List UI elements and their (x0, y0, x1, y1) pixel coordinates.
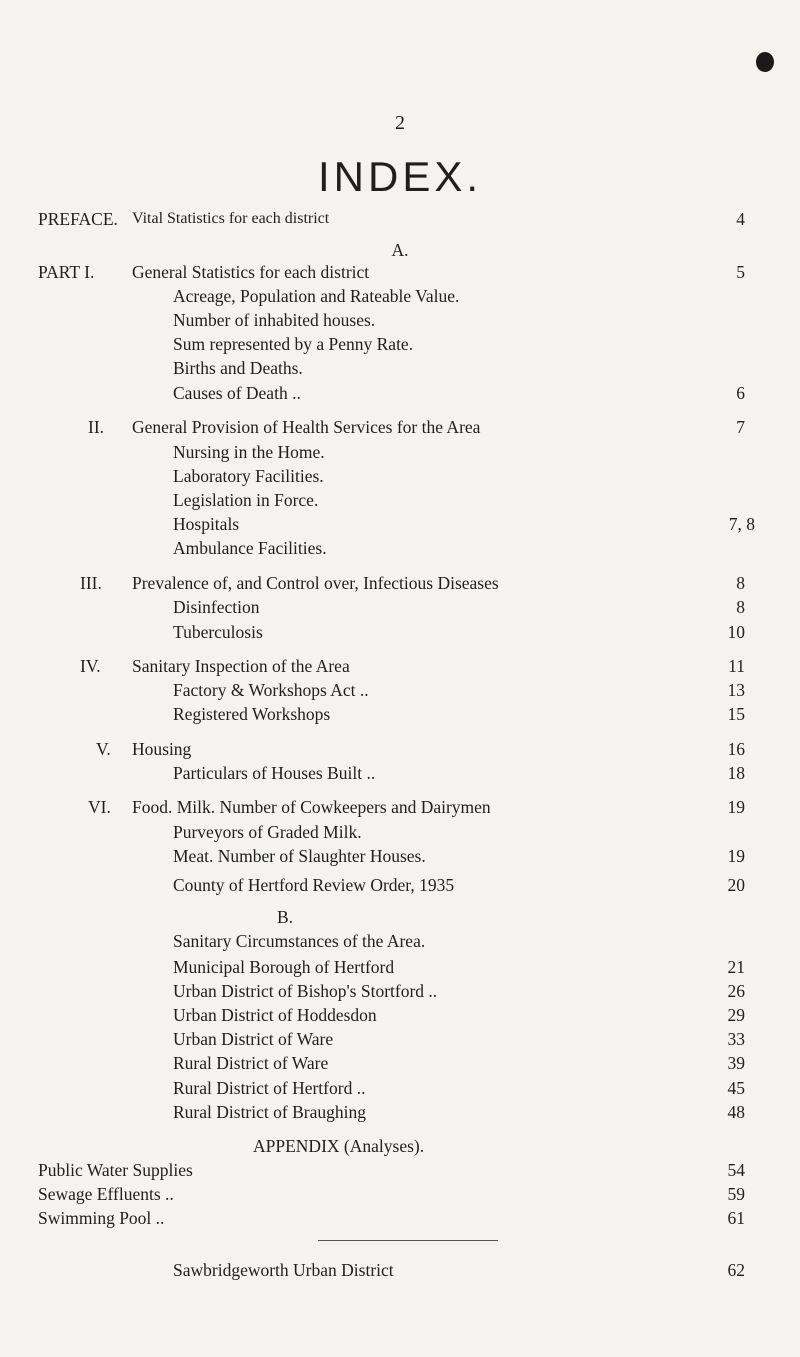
entry-page: 15 (727, 704, 745, 724)
index-entry (0, 487, 800, 513)
index-entry (0, 978, 800, 1004)
entry-text: Particulars of Houses Built .. (173, 763, 376, 783)
index-entry (0, 1002, 800, 1028)
entry-text: Municipal Borough of Hertford (173, 957, 395, 977)
entry-text: Sum represented by a Penny Rate. (173, 334, 414, 354)
index-entry-preface (0, 206, 800, 232)
index-entry (0, 331, 800, 357)
index-entry (0, 463, 800, 489)
entry-text: Registered Workshops (173, 704, 331, 724)
part-label: PART I. (38, 262, 95, 282)
entry-page: 20 (727, 875, 745, 895)
index-entry (0, 511, 800, 537)
entry-page: 26 (727, 981, 745, 1001)
index-entry (0, 760, 800, 786)
part-label: IV. (80, 656, 101, 676)
index-entry (0, 307, 800, 333)
index-entry (0, 701, 800, 727)
entry-page: 39 (727, 1053, 745, 1073)
punch-hole-mark (756, 52, 774, 72)
index-entry (0, 872, 800, 898)
entry-page: 7 (736, 417, 745, 437)
entry-text: Sanitary Inspection of the Area (132, 656, 350, 676)
entry-text: Acreage, Population and Rateable Value. (173, 286, 460, 306)
entry-page: 10 (727, 622, 745, 642)
part-label: VI. (88, 797, 111, 817)
index-entry (0, 439, 800, 465)
section-b-title: Sanitary Circumstances of the Area. (173, 931, 426, 951)
entry-page: 45 (727, 1078, 745, 1098)
index-entry (0, 1099, 800, 1125)
part-label: III. (80, 573, 102, 593)
index-entry (0, 259, 800, 285)
preface-label: PREFACE. (38, 209, 118, 229)
entry-text: Urban District of Ware (173, 1029, 334, 1049)
appendix-heading: APPENDIX (Analyses). (253, 1136, 425, 1156)
entry-text: Purveyors of Graded Milk. (173, 822, 362, 842)
index-entry (0, 1050, 800, 1076)
index-entry (0, 677, 800, 703)
index-entry (0, 653, 800, 679)
entry-text: Prevalence of, and Control over, Infectious Diseases (132, 573, 499, 593)
entry-text: Meat. Number of Slaughter Houses. (173, 846, 426, 866)
entry-page: 8 (736, 573, 745, 593)
appendix-heading-row (0, 1133, 800, 1159)
index-entry (0, 1026, 800, 1052)
index-entry (0, 794, 800, 820)
entry-page: 62 (727, 1260, 745, 1280)
entry-page: 21 (727, 957, 745, 977)
entry-text: Sewage Effluents .. (38, 1184, 174, 1204)
index-entry (0, 1075, 800, 1101)
section-b-heading: B. (276, 907, 294, 927)
entry-text: Nursing in the Home. (173, 442, 325, 462)
entry-text: Number of inhabited houses. (173, 310, 376, 330)
entry-text: Swimming Pool .. (38, 1208, 165, 1228)
index-entry (0, 283, 800, 309)
entry-text: County of Hertford Review Order, 1935 (173, 875, 455, 895)
entry-text: Food. Milk. Number of Cowkeepers and Dairymen (132, 797, 491, 817)
part-label: II. (88, 417, 105, 437)
entry-text: Rural District of Hertford .. (173, 1078, 366, 1098)
entry-page: 8 (736, 597, 745, 617)
entry-text: Rural District of Ware (173, 1053, 329, 1073)
page-number: 2 (395, 112, 405, 134)
entry-page: 29 (727, 1005, 745, 1025)
entry-page: 54 (727, 1160, 745, 1180)
page-title: INDEX. (317, 153, 483, 200)
section-a-heading: A. (391, 240, 409, 260)
index-entry (0, 570, 800, 596)
section-b-subheading (0, 928, 800, 954)
entry-page: 5 (736, 262, 745, 282)
index-entry (0, 414, 800, 440)
entry-text: Factory & Workshops Act .. (173, 680, 369, 700)
entry-text: Tuberculosis (173, 622, 263, 642)
index-entry (0, 1181, 800, 1207)
entry-page: 7, 8 (728, 514, 755, 534)
entry-text: Causes of Death .. (173, 383, 301, 403)
entry-text: Disinfection (173, 597, 260, 617)
entry-text: Public Water Supplies (38, 1160, 193, 1180)
index-entry (0, 1205, 800, 1231)
index-entry (0, 355, 800, 381)
entry-text: Urban District of Bishop's Stortford .. (173, 981, 438, 1001)
entry-text: Vital Statistics for each district (132, 210, 330, 227)
index-entry (0, 736, 800, 762)
entry-page: 6 (736, 383, 745, 403)
index-entry (0, 1157, 800, 1183)
entry-text: Legislation in Force. (173, 490, 319, 510)
entry-text: Rural District of Braughing (173, 1102, 366, 1122)
entry-text: Hospitals (173, 514, 240, 534)
entry-text: General Provision of Health Services for the Area (132, 417, 481, 437)
index-entry-last (0, 1257, 800, 1283)
entry-text: Housing (132, 739, 192, 759)
index-entry (0, 535, 800, 561)
divider-rule (318, 1240, 498, 1241)
entry-page: 19 (727, 797, 745, 817)
entry-page: 59 (727, 1184, 745, 1204)
entry-page: 61 (727, 1208, 745, 1228)
entry-text: Sawbridgeworth Urban District (173, 1260, 394, 1280)
entry-text: Births and Deaths. (173, 358, 303, 378)
entry-page: 33 (727, 1029, 745, 1049)
entry-page: 4 (736, 209, 745, 229)
index-entry (0, 594, 800, 620)
entry-text: Laboratory Facilities. (173, 466, 324, 486)
entry-page: 11 (728, 656, 745, 676)
index-entry (0, 619, 800, 645)
index-entry (0, 819, 800, 845)
entry-page: 18 (727, 763, 745, 783)
entry-text: Urban District of Hoddesdon (173, 1005, 377, 1025)
index-entry (0, 380, 800, 406)
entry-text: General Statistics for each district (132, 262, 370, 282)
entry-page: 16 (727, 739, 745, 759)
index-entry (0, 843, 800, 869)
entry-page: 13 (727, 680, 745, 700)
entry-page: 19 (727, 846, 745, 866)
index-entry (0, 954, 800, 980)
entry-page: 48 (727, 1102, 745, 1122)
entry-text: Ambulance Facilities. (173, 538, 327, 558)
part-label: V. (96, 739, 111, 759)
